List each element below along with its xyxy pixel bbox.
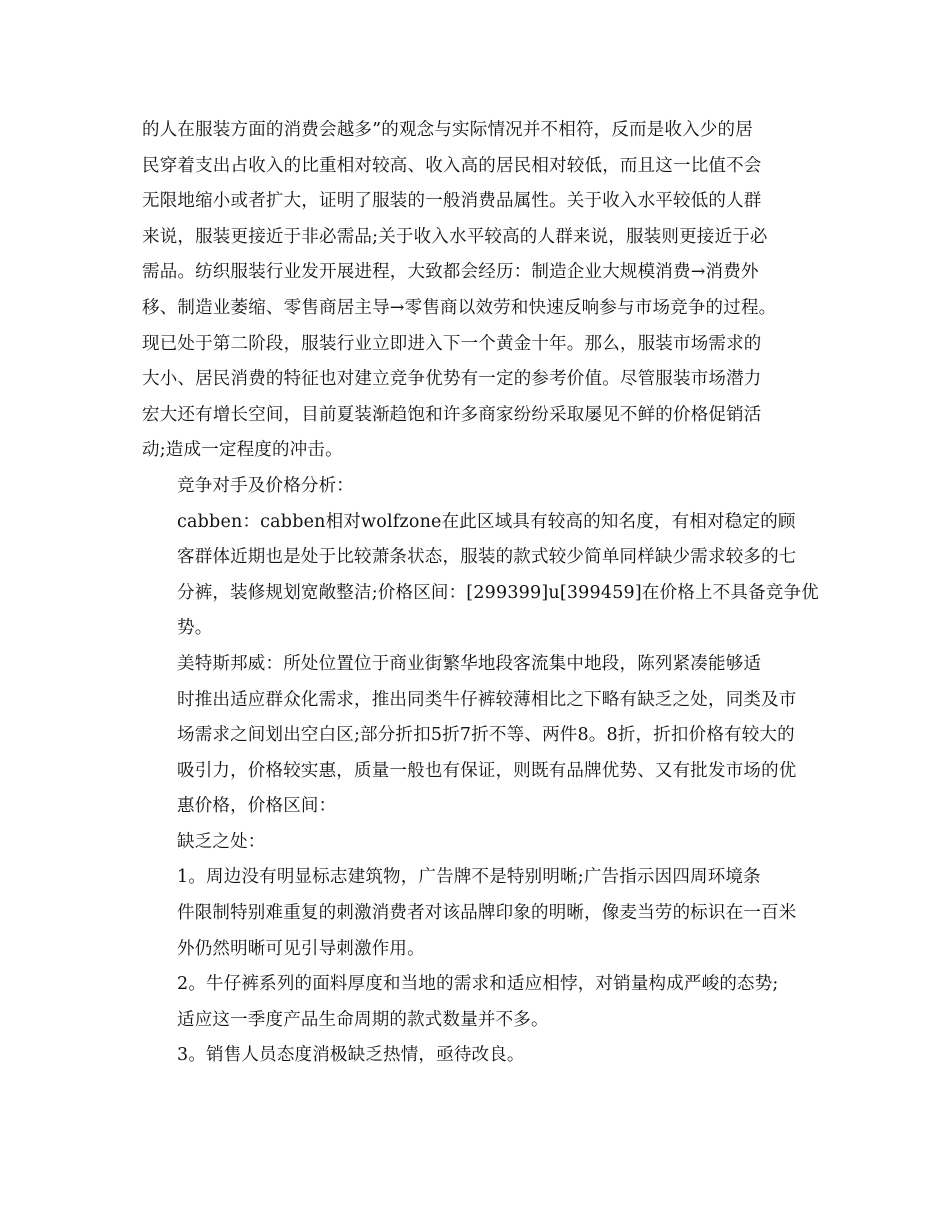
text-line: 1。周边没有明显标志建筑物，广告牌不是特别明晰;广告指示因四周环境条 bbox=[177, 867, 761, 888]
text-line: 现已处于第二阶段，服装行业立即进入下一个黄金十年。那么，服装市场需求的 bbox=[142, 333, 762, 354]
text-line: 美特斯邦威：所处位置位于商业街繁华地段客流集中地段，陈列紧凑能够适 bbox=[177, 653, 762, 674]
paragraph bbox=[142, 1038, 812, 1074]
text-line: 大小、居民消费的特征也对建立竞争优势有一定的参考价值。尽管服装市场潜力 bbox=[142, 369, 762, 390]
paragraph bbox=[142, 505, 819, 647]
text-line: 3。销售人员态度消极缺乏热情，亟待改良。 bbox=[177, 1045, 525, 1066]
text-line: 宏大还有增长空间，目前夏装渐趋饱和许多商家纷纷采取屡见不鲜的价格促销活 bbox=[142, 404, 762, 425]
text-line: 移、制造业萎缩、零售商居主导→零售商以效劳和快速反响参与市场竞争的过程。 bbox=[142, 297, 777, 318]
text-line: 适应这一季度产品生命周期的款式数量并不多。 bbox=[177, 1009, 549, 1030]
text-line: 竞争对手及价格分析： bbox=[177, 475, 354, 496]
text-line: 2。牛仔裤系列的面料厚度和当地的需求和适应相悖，对销量构成严峻的态势; bbox=[177, 974, 779, 995]
text-line: 缺乏之处： bbox=[177, 831, 266, 852]
text-line: 分裤，装修规划宽敞整洁;价格区间：[299399]u[399459]在价格上不具备竞争优 bbox=[177, 582, 819, 603]
paragraph bbox=[142, 647, 812, 825]
document-body bbox=[142, 113, 819, 1074]
text-line: 动;造成一定程度的冲击。 bbox=[142, 440, 343, 461]
text-line: 无限地缩小或者扩大，证明了服装的一般消费品属性。关于收入水平较低的人群 bbox=[142, 191, 762, 212]
paragraph bbox=[142, 469, 812, 505]
text-line: 外仍然明晰可见引导刺激作用。 bbox=[177, 938, 425, 959]
text-line: 的人在服装方面的消费会越多”的观念与实际情况并不相符，反而是收入少的居 bbox=[142, 120, 753, 140]
text-line: 吸引力，价格较实惠，质量一般也有保证，则既有品牌优势、又有批发市场的优 bbox=[177, 760, 797, 781]
text-line: 件限制特别难重复的刺激消费者对该品牌印象的明晰，像麦当劳的标识在一百米 bbox=[177, 903, 797, 924]
paragraph bbox=[142, 113, 812, 469]
paragraph bbox=[142, 967, 812, 1038]
text-line: 民穿着支出占收入的比重相对较高、收入高的居民相对较低，而且这一比值不会 bbox=[142, 155, 762, 176]
paragraph bbox=[142, 860, 812, 967]
text-line: 时推出适应群众化需求，推出同类牛仔裤较薄相比之下略有缺乏之处，同类及市 bbox=[177, 689, 797, 710]
text-line: 场需求之间划出空白区;部分折扣5折7折不等、两件8。8折，折扣价格有较大的 bbox=[177, 725, 795, 746]
text-line: 需品。纺织服装行业发开展进程，大致都会经历：制造企业大规模消费→消费外 bbox=[142, 262, 759, 283]
paragraph bbox=[142, 825, 812, 861]
text-line: 惠价格，价格区间： bbox=[177, 796, 337, 817]
text-line: 客群体近期也是处于比较萧条状态，服装的款式较少简单同样缺少需求较多的七 bbox=[177, 547, 797, 568]
text-line: 势。 bbox=[177, 618, 213, 639]
text-line: 来说，服装更接近于非必需品;关于收入水平较高的人群来说，服装则更接近于必 bbox=[142, 226, 768, 247]
text-line: cabben：cabben相对wolfzone在此区域具有较高的知名度，有相对稳定的顾 bbox=[177, 511, 796, 532]
